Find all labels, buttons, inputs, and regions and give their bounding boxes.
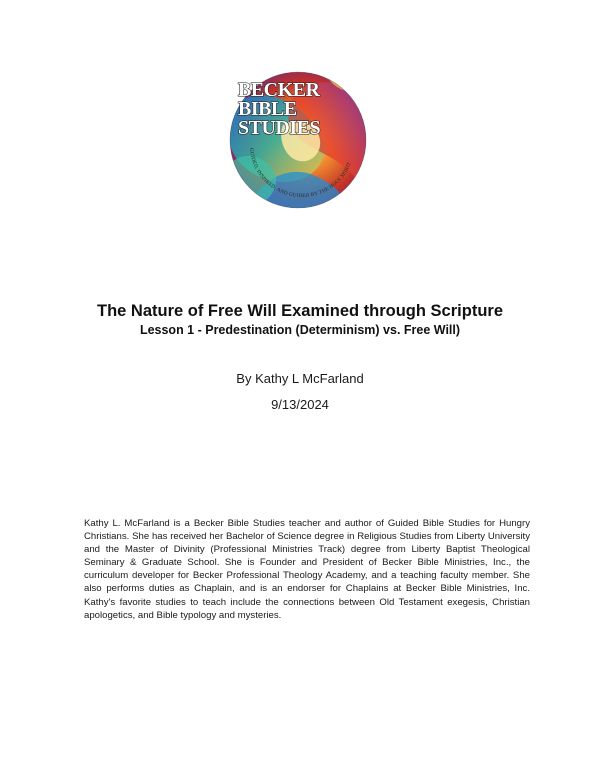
document-title: The Nature of Free Will Examined through Scripture — [97, 302, 503, 320]
logo-word-bible: BIBLE — [238, 98, 297, 120]
document-subtitle: Lesson 1 - Predestination (Determinism) vs. Free Will) — [139, 323, 461, 337]
logo-graphic — [228, 70, 368, 210]
document-author: By Kathy L McFarland — [236, 371, 364, 386]
becker-bible-studies-logo — [228, 70, 368, 210]
document-date: 9/13/2024 — [271, 397, 329, 412]
logo-word-studies: STUDIES — [238, 117, 321, 139]
logo-word-becker: BECKER — [238, 79, 320, 101]
author-bio: Kathy L. McFarland is a Becker Bible Studies teacher and author of Guided Bible Studies for Hungry Christians. She has received her Bachelor of Science degree in Religious Studies from Liberty University and the Master of Divinity (Professional Ministries Track) degree from Liberty Baptist Theological Seminary & Graduate School. She is Founder and President of Becker Bible Ministries, Inc., the curriculum developer for Becker Professional Theology Academy, and a teaching faculty member. She also performs duties as Chaplain, and is an endorser for Chaplains at Becker Bible Ministries, Inc. Kathy's favorite studies to teach include the connections between Old Testament exegesis, Christian apologetics, and Bible typology and mysteries. — [84, 518, 530, 621]
logo-tagline: GUIDED, INSPIRED, AND GUIDED BY THE HOLY SPIRIT — [247, 147, 353, 200]
